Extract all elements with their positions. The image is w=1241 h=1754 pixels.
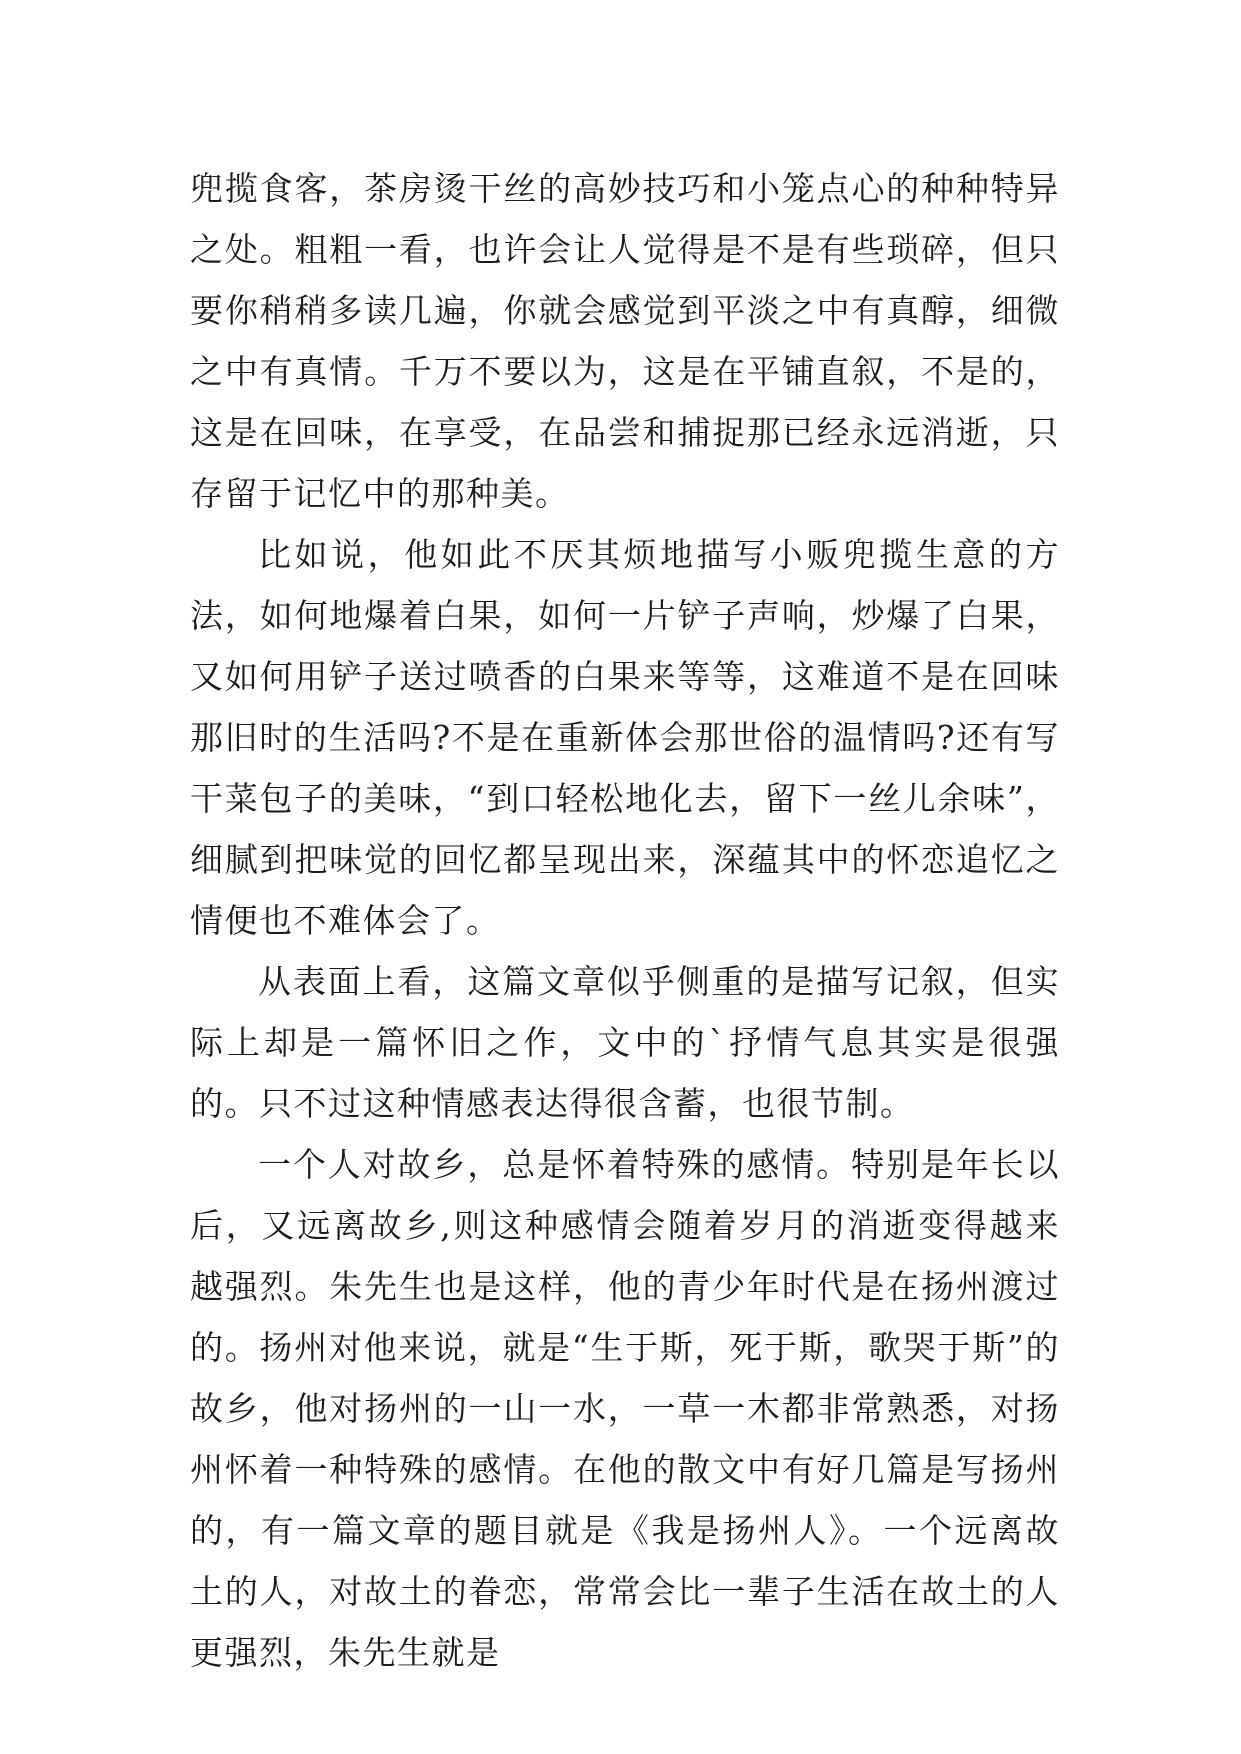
paragraph: 比如说，他如此不厌其烦地描写小贩兜揽生意的方法，如何地爆着白果，如何一片铲子声响，炒爆了白果，又如何用铲子送过喷香的白果来等等，这难道不是在回味那旧时的生活吗?不是在重新体会那世俗的温情吗?还有写干菜包子的美味，“到口轻松地化去，留下一丝儿余味”，细腻到把味觉的回忆都呈现出来，深蕴其中的怀恋追忆之情便也不难体会了。 — [190, 535, 1060, 940]
paragraph: 一个人对故乡，总是怀着特殊的感情。特别是年长以后，又远离故乡,则这种感情会随着岁月的消逝变得越来越强烈。朱先生也是这样，他的青少年时代是在扬州渡过的。扬州对他来说，就是“生于斯，死于斯，歌哭于斯”的故乡，他对扬州的一山一水，一草一木都非常熟悉，对扬州怀着一种特殊的感情。在他的散文中有好几篇是写扬州的，有一篇文章的题目就是《我是扬州人》。一个远离故土的人，对故土的眷恋，常常会比一辈子生活在故土的人更强烈，朱先生就是 — [190, 1145, 1060, 1672]
body-text — [190, 158, 1060, 1683]
paragraph: 兜揽食客，茶房烫干丝的高妙技巧和小笼点心的种种特异之处。粗粗一看，也许会让人觉得是不是有些琐碎，但只要你稍稍多读几遍，你就会感觉到平淡之中有真醇，细微之中有真情。千万不要以为，这是在平铺直叙，不是的，这是在回味，在享受，在品尝和捕捉那已经永远消逝，只存留于记忆中的那种美。 — [190, 169, 1060, 513]
paragraph: 从表面上看，这篇文章似乎侧重的是描写记叙，但实际上却是一篇怀旧之作，文中的`抒情气息其实是很强的。只不过这种情感表达得很含蓄，也很节制。 — [190, 962, 1060, 1123]
